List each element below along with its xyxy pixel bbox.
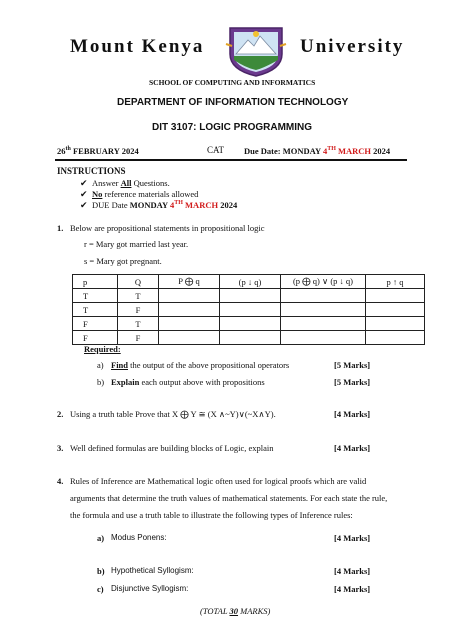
university-name-left: Mount Kenya [70, 36, 205, 57]
check-icon: ✔ [80, 200, 88, 210]
instruction-item: ✔ DUE Date MONDAY 4TH MARCH 2024 [80, 200, 238, 210]
table-header: P ⨁ q [159, 275, 220, 289]
table-header-row [73, 275, 425, 289]
q4a-marks: [4 Marks] [334, 533, 371, 543]
q4-text-line: the formula and use a truth table to illustrate the following types of Inference rules: [70, 510, 353, 520]
q1a-text: Find the output of the above propositional operators [111, 360, 290, 370]
q4c-marks: [4 Marks] [334, 584, 371, 594]
table-cell: T [118, 317, 159, 331]
q4a-text: Modus Ponens: [111, 533, 167, 542]
table-cell: T [73, 289, 118, 303]
q4b-marks: [4 Marks] [334, 566, 371, 576]
q1-text: Below are propositional statements in propositional logic [70, 223, 265, 233]
q1-required-label: Required: [84, 344, 121, 354]
q3-number: 3. [57, 443, 64, 453]
q3-text: Well defined formulas are building blocks of Logic, explain [70, 443, 274, 453]
table-cell [220, 289, 281, 303]
table-header: p ↑ q [366, 275, 425, 289]
department-name: DEPARTMENT OF INFORMATION TECHNOLOGY [117, 97, 349, 108]
table-cell [159, 331, 220, 345]
table-row [73, 331, 425, 345]
q1b-marks: [5 Marks] [334, 377, 371, 387]
table-cell: T [73, 303, 118, 317]
q2-number: 2. [57, 409, 64, 419]
table-cell [366, 331, 425, 345]
table-cell: F [118, 303, 159, 317]
check-icon: ✔ [80, 178, 88, 188]
university-name-right: University [300, 36, 405, 57]
q2-marks: [4 Marks] [334, 409, 371, 419]
q4c-text: Disjunctive Syllogism: [111, 584, 189, 593]
q1-statement-s: s = Mary got pregnant. [84, 256, 162, 266]
table-cell [220, 303, 281, 317]
q4-number: 4. [57, 476, 64, 486]
q1b-text: Explain each output above with propositions [111, 377, 265, 387]
table-cell [281, 331, 366, 345]
table-header: (p ↓ q) [220, 275, 281, 289]
q4b-text: Hypothetical Syllogism: [111, 566, 194, 575]
table-cell: F [73, 317, 118, 331]
instruction-item: ✔ Answer All Questions. [80, 178, 170, 188]
check-icon: ✔ [80, 189, 88, 199]
university-logo [224, 24, 288, 78]
instructions-title: INSTRUCTIONS [57, 166, 126, 176]
table-header: p [73, 275, 118, 289]
q1a-label: a) [97, 360, 104, 370]
table-header: (p ⨁ q) ∨ (p ↓ q) [281, 275, 366, 289]
q1b-label: b) [97, 377, 105, 387]
table-header: Q [118, 275, 159, 289]
table-cell [159, 317, 220, 331]
q4-text-line: Rules of Inference are Mathematical logic often used for logical proofs which are valid [70, 476, 367, 486]
table-cell: F [73, 331, 118, 345]
table-cell [366, 317, 425, 331]
table-cell: T [118, 289, 159, 303]
q4a-label: a) [97, 533, 105, 543]
q1-number: 1. [57, 223, 64, 233]
q2-text: Using a truth table Prove that X ⨁ Y ≅ (X ∧~Y)∨(~X∧Y). [70, 409, 276, 419]
exam-type: CAT [207, 145, 225, 155]
course-title: DIT 3107: LOGIC PROGRAMMING [152, 122, 313, 133]
table-cell [220, 317, 281, 331]
q4c-label: c) [97, 584, 104, 594]
due-date: Due Date: MONDAY 4TH MARCH 2024 [244, 146, 391, 156]
q1-statement-r: r = Mary got married last year. [84, 239, 189, 249]
table-row [73, 303, 425, 317]
q4-text-line: arguments that determine the truth values of mathematical statements. For each state the rule, [70, 493, 388, 503]
total-marks: (TOTAL 30 MARKS) [200, 606, 271, 616]
table-cell [366, 303, 425, 317]
table-cell [281, 303, 366, 317]
school-name: SCHOOL OF COMPUTING AND INFORMATICS [149, 78, 316, 87]
table-row [73, 317, 425, 331]
q1a-marks: [5 Marks] [334, 360, 371, 370]
table-cell [159, 303, 220, 317]
instruction-item: ✔ No reference materials allowed [80, 189, 199, 199]
table-row [73, 289, 425, 303]
table-cell [281, 317, 366, 331]
truth-table [72, 274, 425, 345]
q4b-label: b) [97, 566, 105, 576]
table-cell [220, 331, 281, 345]
table-cell [366, 289, 425, 303]
table-cell: F [118, 331, 159, 345]
table-cell [159, 289, 220, 303]
table-cell [281, 289, 366, 303]
header-divider [55, 159, 407, 161]
q3-marks: [4 Marks] [334, 443, 371, 453]
exam-date: 26th FEBRUARY 2024 [57, 146, 139, 156]
